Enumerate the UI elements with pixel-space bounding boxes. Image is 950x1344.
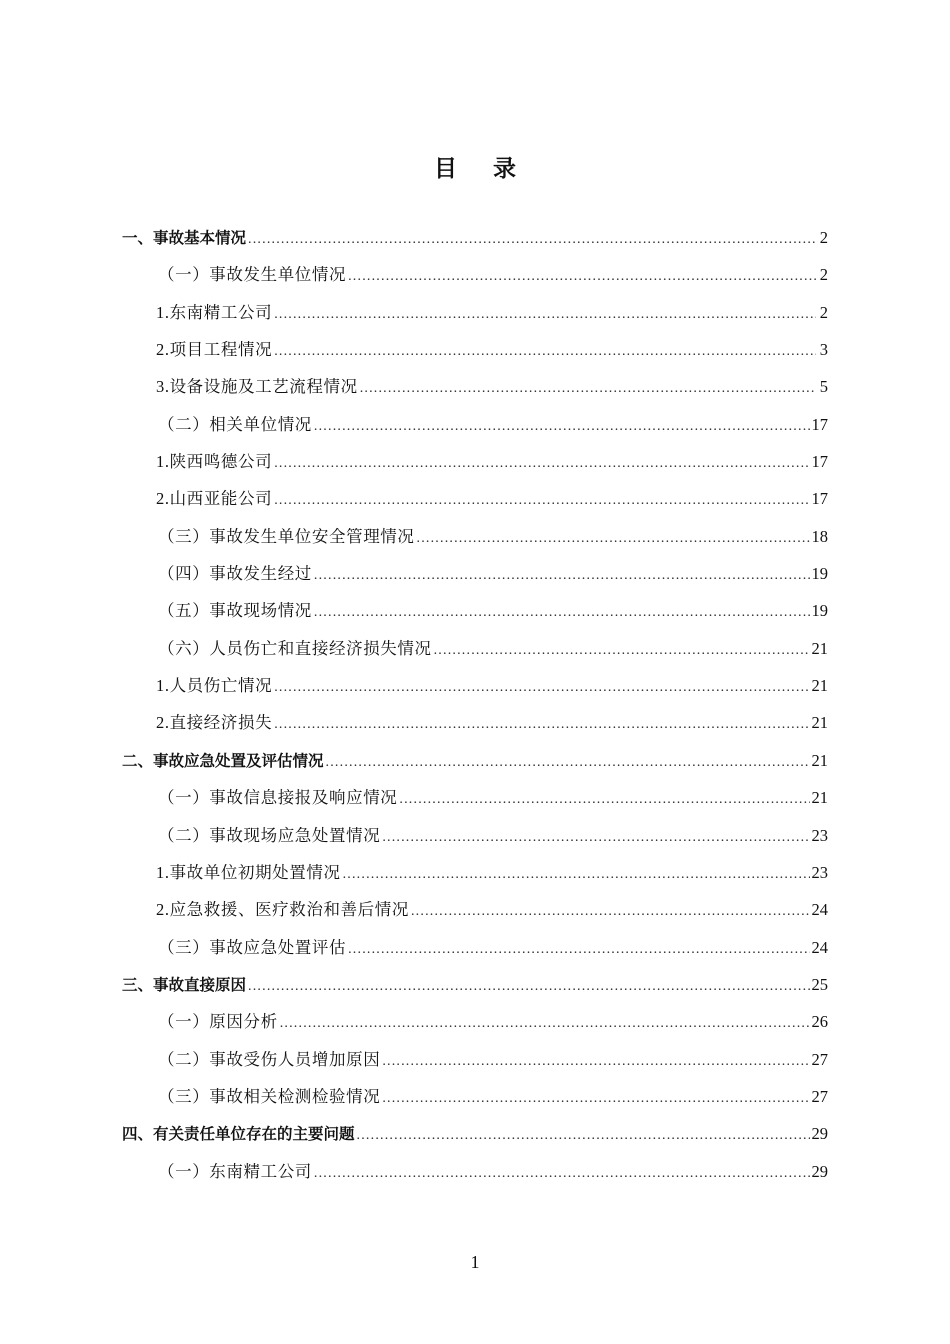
dot-leader	[411, 900, 810, 924]
toc-entry-page: 21	[811, 676, 828, 696]
toc-entry[interactable]	[122, 226, 828, 263]
dot-leader	[382, 826, 809, 850]
toc-entry[interactable]	[122, 637, 828, 674]
toc-entry-page: 29	[811, 1161, 828, 1181]
dot-leader	[280, 1012, 810, 1036]
toc-entry[interactable]	[122, 749, 828, 786]
toc-entry-page: 18	[811, 526, 828, 546]
toc-entry-label: 2.直接经济损失	[156, 713, 273, 733]
toc-entry-page: 21	[811, 750, 828, 770]
toc-entry[interactable]	[122, 1160, 828, 1197]
dot-leader	[348, 265, 816, 289]
toc-entry[interactable]	[122, 824, 828, 861]
toc-entry[interactable]	[122, 898, 828, 935]
toc-entry[interactable]	[122, 562, 828, 599]
dot-leader	[314, 564, 810, 588]
toc-entry[interactable]	[122, 413, 828, 450]
toc-entry-label: （六）人员伤亡和直接经济损失情况	[158, 638, 432, 658]
dot-leader	[274, 303, 816, 327]
toc-entry-page: 2	[819, 302, 828, 322]
toc-entry[interactable]	[122, 711, 828, 748]
toc-entry[interactable]	[122, 1010, 828, 1047]
toc-entry-label: 1.东南精工公司	[156, 302, 273, 322]
toc-entry-label: （一）事故信息接报及响应情况	[158, 788, 398, 808]
toc-entry-label: 1.陕西鸣德公司	[156, 452, 273, 472]
dot-leader	[274, 340, 816, 364]
toc-entry-label: （五）事故现场情况	[158, 601, 312, 621]
toc-entry-page: 2	[819, 228, 828, 247]
dot-leader	[314, 601, 810, 625]
toc-entry-page: 21	[811, 638, 828, 658]
dot-leader	[248, 228, 816, 252]
toc-entry-label: 3.设备设施及工艺流程情况	[156, 377, 358, 397]
toc-entry-page: 24	[811, 937, 828, 957]
toc-entry-label: 一、事故基本情况	[122, 229, 247, 247]
toc-entry-page: 27	[811, 1049, 828, 1069]
toc-entry[interactable]	[122, 338, 828, 375]
toc-entry-label: 2.应急救援、医疗救治和善后情况	[156, 900, 409, 920]
toc-entry-label: （三）事故应急处置评估	[158, 937, 347, 957]
toc-entry-label: （四）事故发生经过	[158, 564, 312, 584]
page-number: 1	[470, 1252, 480, 1272]
toc-entry-page: 24	[811, 900, 828, 920]
toc-entry-label: （一）东南精工公司	[158, 1161, 312, 1181]
dot-leader	[399, 788, 809, 812]
toc-entry[interactable]	[122, 375, 828, 412]
dot-leader	[417, 527, 810, 551]
toc-entry-label: （二）相关单位情况	[158, 414, 312, 434]
toc-entry-page: 21	[811, 713, 828, 733]
dot-leader	[360, 377, 816, 401]
toc-entry-label: （一）原因分析	[158, 1012, 278, 1032]
toc-entry[interactable]	[122, 1048, 828, 1085]
toc-entry[interactable]	[122, 786, 828, 823]
toc-entry[interactable]	[122, 487, 828, 524]
toc-entry[interactable]	[122, 936, 828, 973]
toc-entry-label: （二）事故受伤人员增加原因	[158, 1049, 381, 1069]
dot-leader	[274, 452, 809, 476]
toc-entry-label: 1.事故单位初期处置情况	[156, 862, 341, 882]
toc-entry-page: 17	[811, 452, 828, 472]
dot-leader	[357, 1124, 810, 1148]
toc-entry-label: 1.人员伤亡情况	[156, 676, 273, 696]
toc-entry-label: 2.项目工程情况	[156, 340, 273, 360]
toc-entry-label: （三）事故相关检测检验情况	[158, 1086, 381, 1106]
toc-entry-page: 21	[811, 788, 828, 808]
table-of-contents	[122, 226, 828, 1197]
toc-entry-label: 2.山西亚能公司	[156, 489, 273, 509]
toc-entry-page: 2	[819, 265, 828, 285]
toc-entry-page: 3	[819, 340, 828, 360]
dot-leader	[274, 676, 809, 700]
dot-leader	[382, 1087, 809, 1111]
dot-leader	[382, 1050, 809, 1074]
toc-entry-page: 19	[811, 564, 828, 584]
toc-entry-label: （三）事故发生单位安全管理情况	[158, 526, 415, 546]
toc-entry-label: 四、有关责任单位存在的主要问题	[122, 1125, 355, 1144]
dot-leader	[314, 415, 810, 439]
toc-entry[interactable]	[122, 450, 828, 487]
dot-leader	[314, 1162, 810, 1186]
toc-entry-page: 29	[811, 1124, 828, 1144]
toc-entry[interactable]	[122, 1085, 828, 1122]
toc-entry-label: 三、事故直接原因	[122, 975, 247, 994]
toc-entry-label: （二）事故现场应急处置情况	[158, 825, 381, 845]
toc-entry[interactable]	[122, 1122, 828, 1159]
toc-entry[interactable]	[122, 263, 828, 300]
toc-entry[interactable]	[122, 861, 828, 898]
toc-entry-page: 19	[811, 601, 828, 621]
toc-entry[interactable]	[122, 973, 828, 1010]
toc-entry[interactable]	[122, 301, 828, 338]
toc-entry-page: 17	[811, 489, 828, 509]
toc-entry-page: 26	[811, 1012, 828, 1032]
dot-leader	[348, 938, 809, 962]
toc-entry-label: 二、事故应急处置及评估情况	[122, 751, 324, 770]
dot-leader	[248, 975, 809, 999]
toc-entry[interactable]	[122, 525, 828, 562]
toc-entry[interactable]	[122, 599, 828, 636]
toc-entry[interactable]	[122, 674, 828, 711]
toc-entry-page: 25	[811, 974, 828, 994]
toc-entry-page: 5	[819, 377, 828, 397]
dot-leader	[274, 713, 809, 737]
toc-entry-label: （一）事故发生单位情况	[158, 265, 347, 285]
toc-entry-page: 23	[811, 825, 828, 845]
dot-leader	[434, 639, 810, 663]
dot-leader	[274, 489, 809, 513]
toc-title: 目 录	[433, 156, 530, 182]
dot-leader	[343, 863, 810, 887]
toc-entry-page: 17	[811, 414, 828, 434]
dot-leader	[326, 751, 810, 775]
toc-entry-page: 23	[811, 862, 828, 882]
toc-entry-page: 27	[811, 1086, 828, 1106]
